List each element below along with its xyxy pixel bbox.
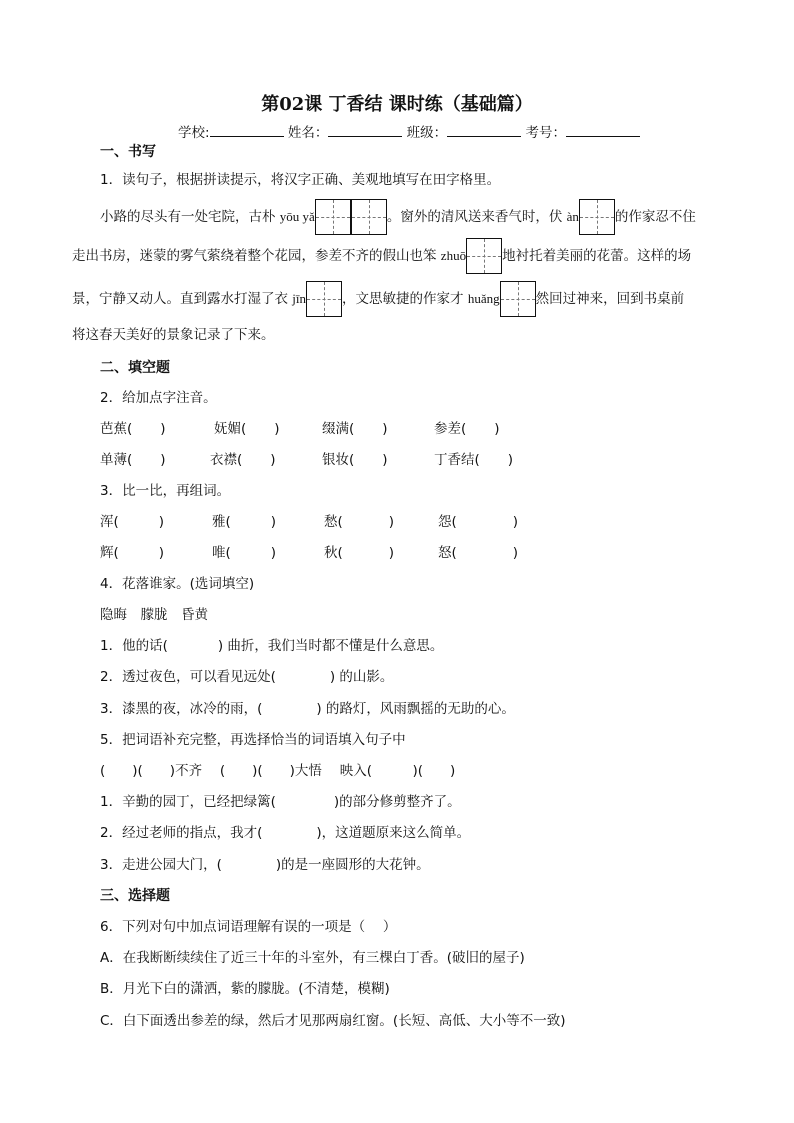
- section-heading-fill: 二、填空题: [100, 360, 170, 376]
- pinyin-hint: zhuō: [440, 248, 467, 263]
- q2-item: 单薄( ): [100, 452, 166, 468]
- q1-paragraph-line-3: [72, 280, 684, 318]
- q2-item: 银妆( ): [322, 452, 388, 468]
- q6-option-a[interactable]: A．在我断断续续住了近三十年的斗室外，有三棵白丁香。(破旧的屋子): [100, 950, 525, 966]
- q3-item: 愁( ): [324, 514, 395, 530]
- writing-grid-box[interactable]: [466, 238, 502, 274]
- q4-sentence-2: 2．透过夜色，可以看见远处( ) 的山影。: [100, 669, 394, 685]
- q3-item: 唯( ): [212, 545, 277, 561]
- q1-text: 走出书房，迷蒙的雾气萦绕着整个花园，参差不齐的假山也笨: [72, 248, 437, 264]
- q2-item: 衣襟( ): [210, 452, 276, 468]
- q2-item: 妩媚( ): [214, 421, 280, 437]
- q1-text: 小路的尽头有一处宅院，古朴: [100, 209, 276, 225]
- q1-text: 的作家忍不住: [614, 209, 696, 225]
- q2-item: 缀满( ): [322, 421, 388, 437]
- writing-grid-box[interactable]: [351, 199, 387, 235]
- q4-sentence-3: 3．漆黑的夜，冰冷的雨，( ) 的路灯，风雨飘摇的无助的心。: [100, 701, 515, 717]
- writing-grid-box[interactable]: [579, 199, 615, 235]
- pinyin-hint: huǎng: [467, 291, 500, 306]
- q3-item: 秋( ): [324, 545, 395, 561]
- question-1-prompt: 1．读句子，根据拼读提示，将汉字正确、美观地填写在田字格里。: [100, 172, 501, 188]
- question-4-prompt: 4．花落谁家。(选词填空): [100, 576, 255, 592]
- q3-item: 辉( ): [100, 545, 165, 561]
- q5-sentence-3: 3．走进公园大门，( )的是一座圆形的大花钟。: [100, 857, 430, 873]
- q2-item: 芭蕉( ): [100, 421, 166, 437]
- exam-no-blank[interactable]: [566, 122, 640, 137]
- writing-grid-box[interactable]: [315, 199, 351, 235]
- name-label: 姓名：: [287, 125, 329, 141]
- writing-grid-box[interactable]: [306, 281, 342, 317]
- q1-paragraph-line-2: [72, 237, 691, 275]
- school-blank[interactable]: [210, 122, 284, 137]
- question-2-prompt: 2．给加点字注音。: [100, 390, 217, 406]
- question-5-prompt: 5．把词语补充完整，再选择恰当的词语填入句子中: [100, 732, 406, 748]
- school-label: 学校:: [178, 125, 210, 141]
- q2-item: 丁香结( ): [434, 452, 514, 468]
- q1-text: ，文思敏捷的作家才: [342, 291, 464, 307]
- exam-no-label: 考号：: [525, 125, 566, 141]
- q5-word-row: ( )( )不齐 ( )( )大悟 映入( )( ): [100, 763, 456, 779]
- q4-sentence-1: 1．他的话( ) 曲折，我们当时都不懂是什么意思。: [100, 638, 444, 654]
- q1-text: 。窗外的清风送来香气时，伏: [386, 209, 563, 225]
- q6-option-c[interactable]: C．白下面透出参差的绿，然后才见那两扇红窗。(长短、高低、大小等不一致): [100, 1013, 566, 1029]
- pinyin-hint: àn: [566, 209, 579, 224]
- section-heading-writing: 一、书写: [100, 144, 156, 160]
- q1-paragraph-line-4: 将这春天美好的景象记录了下来。: [72, 327, 275, 343]
- q3-item: 浑( ): [100, 514, 165, 530]
- page-title: 第02课 丁香结 课时练（基础篇）: [261, 94, 533, 115]
- q3-item: 怨( ): [438, 514, 519, 530]
- q1-text: 然回过神来，回到书桌前: [535, 291, 685, 307]
- writing-grid-box[interactable]: [500, 281, 536, 317]
- q2-item: 参差( ): [434, 421, 500, 437]
- q5-sentence-1: 1．辛勤的园丁，已经把绿篱( )的部分修剪整齐了。: [100, 794, 461, 810]
- q1-paragraph-line-1: [100, 198, 696, 236]
- pinyin-hint: jīn: [292, 291, 307, 306]
- q1-text: 景，宁静又动人。直到露水打湿了衣: [72, 291, 288, 307]
- q4-word-bank: 隐晦 朦胧 昏黄: [100, 607, 208, 623]
- question-3-prompt: 3．比一比，再组词。: [100, 483, 231, 499]
- student-info-line: [178, 122, 640, 143]
- q5-sentence-2: 2．经过老师的指点，我才( )，这道题原来这么简单。: [100, 825, 471, 841]
- class-blank[interactable]: [447, 122, 521, 137]
- pinyin-hint: yōu yǎ: [279, 209, 315, 224]
- question-6-prompt: 6．下列对句中加点词语理解有误的一项是（ ）: [100, 919, 397, 935]
- q1-text: 地衬托着美丽的花蕾。这样的场: [502, 248, 692, 264]
- name-blank[interactable]: [328, 122, 402, 137]
- q3-item: 雅( ): [212, 514, 277, 530]
- section-heading-choice: 三、选择题: [100, 888, 170, 904]
- class-label: 班级：: [406, 125, 448, 141]
- q3-item: 怒( ): [438, 545, 519, 561]
- q6-option-b[interactable]: B．月光下白的潇洒，紫的朦胧。(不清楚，模糊): [100, 981, 390, 997]
